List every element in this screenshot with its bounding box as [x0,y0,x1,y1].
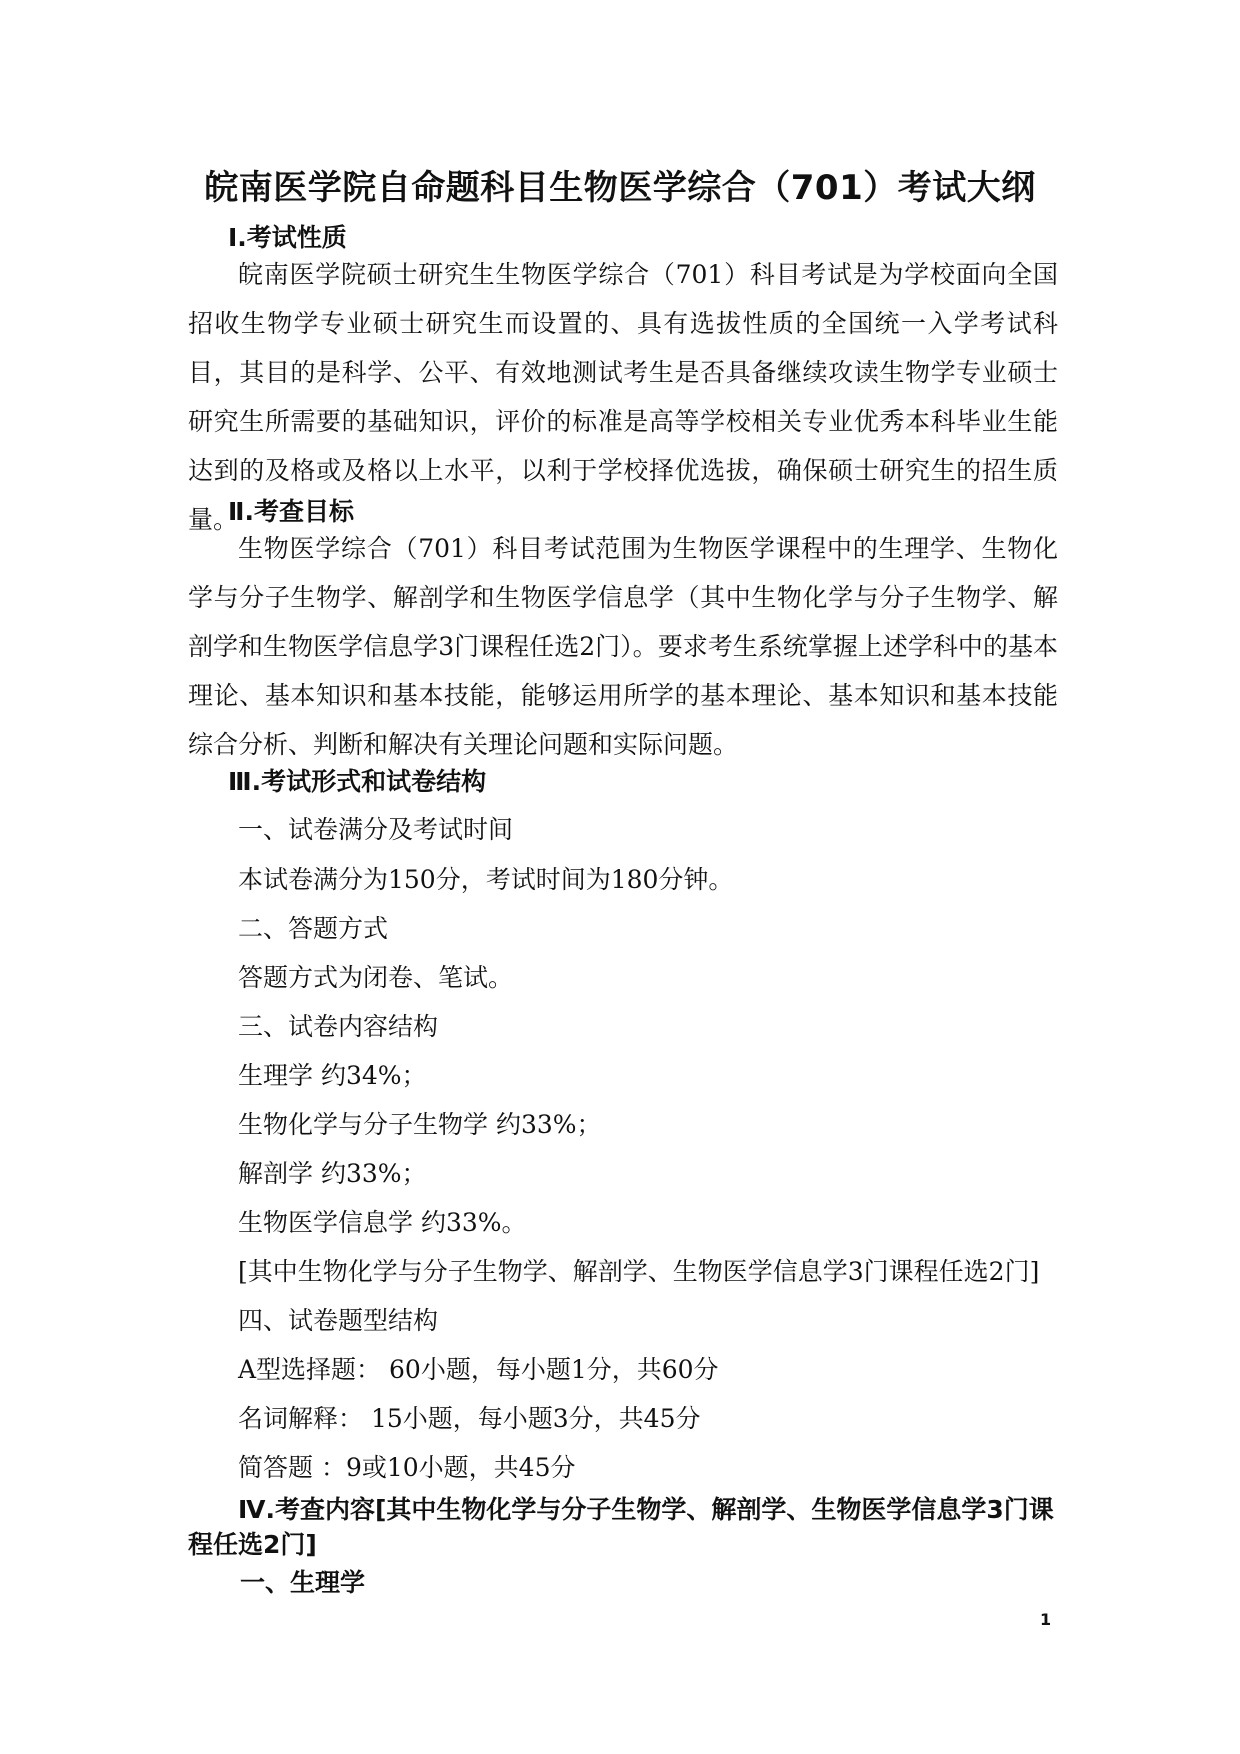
section-heading-content: Ⅳ.考查内容[其中生物化学与分子生物学、解剖学、生物医学信息学3门课程任选2门] [188,1495,1054,1559]
format-line: 一、试卷满分及考试时间 [238,815,514,844]
format-line: A型选择题： 60小题，每小题1分，共60分 [238,1355,719,1384]
format-line: [其中生物化学与分子生物学、解剖学、生物医学信息学3门课程任选2门] [238,1257,1040,1286]
paragraph-exam-nature: 皖南医学院硕士研究生生物医学综合（701）科目考试是为学校面向全国招收生物学专业硕士研究生而设置的、具有选拔性质的全国统一入学考试科目，其目的是科学、公平、有效地测试考生是否具备继续攻读生物学专业硕士研究生所需要的基础知识，评价的标准是高等学校相关专业优秀本科毕业生能达到的及格或及格以上水平，以利于学校择优选拔，确保硕士研究生的招生质量。 [188,260,1058,534]
format-line: 名词解释： 15小题，每小题3分，共45分 [238,1404,701,1433]
paragraph-exam-objectives: 生物医学综合（701）科目考试范围为生物医学课程中的生理学、生物化学与分子生物学、解剖学和生物医学信息学（其中生物化学与分子生物学、解剖学和生物医学信息学3门课程任选2门）。要求考生系统掌握上述学科中的基本理论、基本知识和基本技能，能够运用所学的基本理论、基本知识和基本技能综合分析、判断和解决有关理论问题和实际问题。 [188,534,1058,759]
section-heading-format: Ⅲ.考试形式和试卷结构 [228,767,487,796]
subsection-heading-physiology: 一、生理学 [240,1568,366,1597]
format-line: 简答题 ：9或10小题，共45分 [238,1453,576,1482]
format-line: 四、试卷题型结构 [238,1306,439,1335]
page-title: 皖南医学院自命题科目生物医学综合（701）考试大纲 [204,168,1036,208]
format-line: 二、答题方式 [238,914,389,943]
section-heading-nature: Ⅰ.考试性质 [228,223,347,252]
format-line: 生理学 约34%； [238,1061,427,1090]
format-line: 三、试卷内容结构 [238,1012,439,1041]
section-heading-objectives: Ⅱ.考查目标 [228,497,354,526]
format-line: 答题方式为闭卷、笔试。 [238,963,514,992]
format-line: 生物医学信息学 约33%。 [238,1208,527,1237]
format-line: 解剖学 约33%； [238,1159,427,1188]
format-line: 生物化学与分子生物学 约33%； [238,1110,602,1139]
format-line: 本试卷满分为150分，考试时间为180分钟。 [238,865,734,894]
page-number: 1 [1040,1610,1052,1629]
